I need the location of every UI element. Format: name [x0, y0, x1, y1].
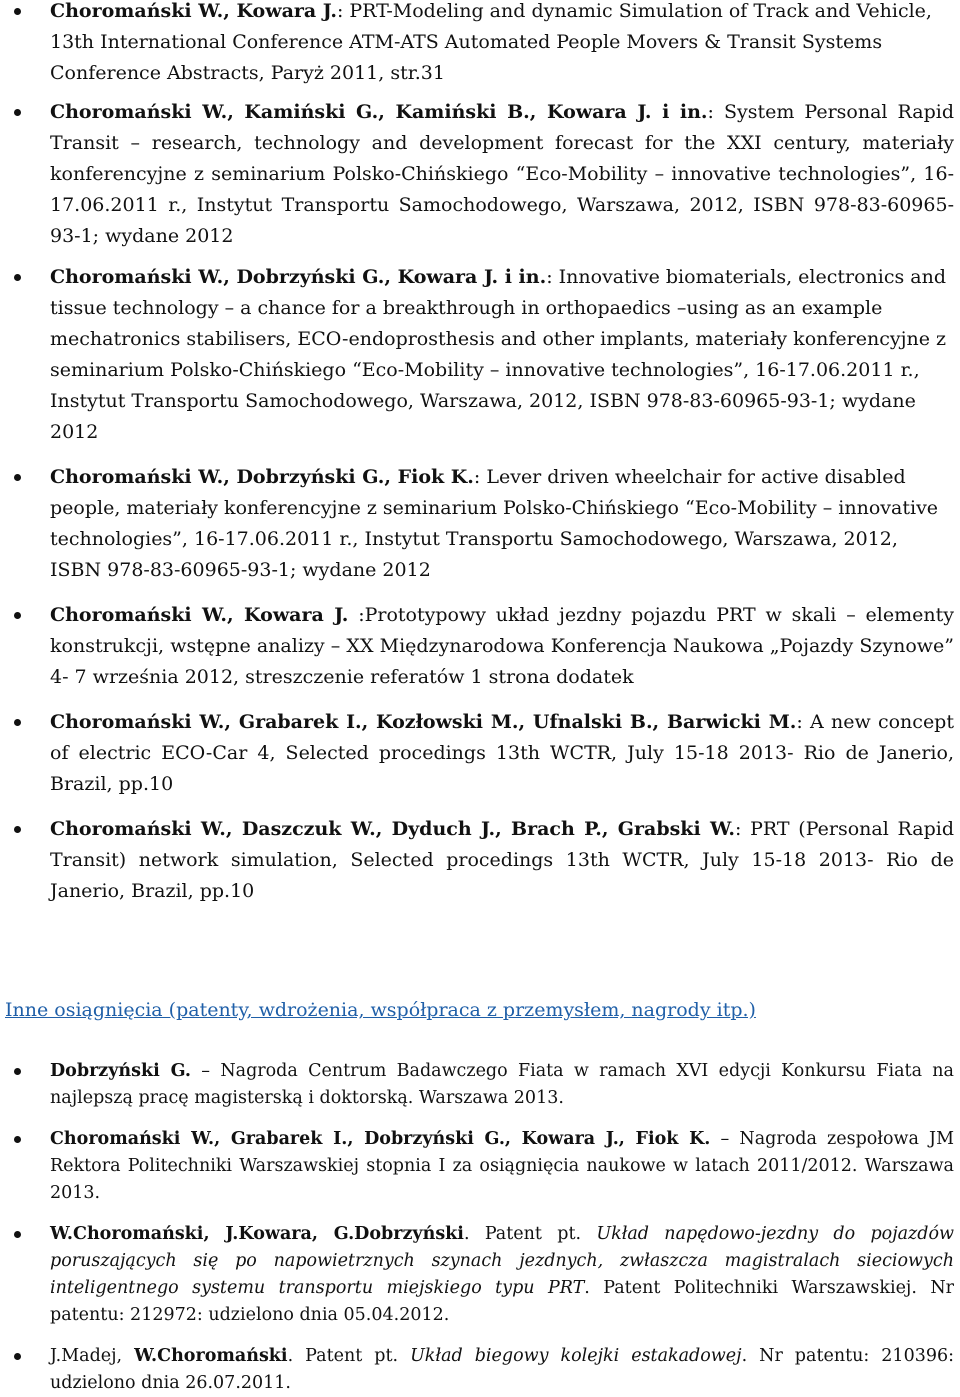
- publication-details: : System Personal Rapid Transit – research, technology and development forecast for the XXI century, materiały konferencyjne z seminarium Polsko-Chińskiego “Eco-Mobility – innovative technologies”, 16-17.06.2011 r., Instytut Transportu Samochodowego, Warszawa, 2012, ISBN 978-83-60965-93-1; wydane 2012: [50, 101, 954, 247]
- achievement-pre: . Patent pt.: [287, 1346, 411, 1366]
- publication-details: : PRT (Personal Rapid Transit) network simulation, Selected procedings 13th WCTR, July 15-18 2013- Rio de Janerio, Brazil, pp.10: [50, 818, 955, 902]
- publication-authors: Choromański W., Daszczuk W., Dyduch J., Brach P., Grabski W.: [50, 818, 735, 840]
- publication-details: : Innovative biomaterials, electronics and tissue technology – a chance for a breakthrough in orthopaedics –using as an example mechatronics stabilisers, ECO-endoprosthesis and other implants, materiały konferencyjne z seminarium Polsko-Chińskiego “Eco-Mobility – innovative technologies”, 16-17.06.2011 r., Instytut Transportu Samochodowego, Warszawa, 2012, ISBN 978-83-60965-93-1; wydane 2012: [50, 266, 947, 443]
- publication-item: [0, 462, 960, 586]
- publication-authors: Choromański W., Dobrzyński G., Fiok K.: [50, 466, 474, 488]
- achievement-item: [0, 1221, 960, 1329]
- publication-item: [0, 814, 960, 907]
- publication-details: :Prototypowy układ jezdny pojazdu PRT w skali – elementy konstrukcji, wstępne analizy – XX Międzynarodowa Konferencja Naukowa „Pojazdy Szynowe” 4- 7 września 2012, streszczenie referatów 1 strona dodatek: [50, 604, 954, 688]
- bullet-icon: [14, 1136, 21, 1143]
- publication-authors: Choromański W., Grabarek I., Kozłowski M., Ufnalski B., Barwicki M.: [50, 711, 797, 733]
- bullet-icon: [14, 719, 21, 726]
- achievement-authors: W.Choromański, J.Kowara, G.Dobrzyński: [50, 1224, 464, 1244]
- bullet-icon: [14, 274, 21, 281]
- publication-item: [0, 707, 960, 800]
- achievement-pre: . Patent pt.: [463, 1224, 597, 1244]
- achievement-post: . Patent Politechniki Warszawskiej. Nr patentu: 212972: udzielono dnia 05.04.2012.: [50, 1278, 954, 1325]
- achievement-details: – Nagroda zespołowa JM Rektora Politechniki Warszawskiej stopnia I za osiągnięcia naukowe w latach 2011/2012. Warszawa 2013.: [50, 1129, 954, 1203]
- bullet-icon: [14, 1231, 21, 1238]
- achievement-authors: Choromański W., Grabarek I., Dobrzyński G., Kowara J., Fiok K.: [50, 1129, 711, 1149]
- publication-authors: Choromański W., Kowara J.: [50, 604, 349, 626]
- publication-item: [0, 262, 960, 448]
- publication-item: [0, 97, 960, 252]
- publication-authors: Choromański W., Dobrzyński G., Kowara J. i in.: [50, 266, 547, 288]
- publication-details: : Lever driven wheelchair for active disabled people, materiały konferencyjne z seminarium Polsko-Chińskiego “Eco-Mobility – innovative technologies”, 16-17.06.2011 r., Instytut Transportu Samochodowego, Warszawa, 2012, ISBN 978-83-60965-93-1; wydane 2012: [50, 466, 939, 581]
- publication-item: [0, 600, 960, 693]
- achievement-authors: Dobrzyński G.: [50, 1061, 191, 1081]
- patent-title: Układ biegowy kolejki estakadowej: [410, 1346, 742, 1366]
- achievement-prefix: J.Madej,: [50, 1346, 135, 1366]
- patent-title: Układ napędowo-jezdny do pojazdów poruszających się po napowietrznych szynach jezdnych, zwłaszcza magistralach sieciowych inteligentnego systemu transportu miejskiego typu PRT: [50, 1224, 954, 1298]
- achievement-item: [0, 1126, 960, 1207]
- publication-details: : PRT-Modeling and dynamic Simulation of Track and Vehicle, 13th International Conference ATM-ATS Automated People Movers & Transit Systems Conference Abstracts, Paryż 2011, str.31: [50, 0, 932, 84]
- publication-authors: Choromański W., Kamiński G., Kamiński B., Kowara J. i in.: [50, 101, 708, 123]
- bullet-icon: [14, 109, 21, 116]
- section-heading[interactable]: Inne osiągnięcia (patenty, wdrożenia, współpraca z przemysłem, nagrody itp.): [5, 999, 756, 1021]
- achievement-item: [0, 1343, 960, 1397]
- bullet-icon: [14, 8, 21, 15]
- publication-details: : A new concept of electric ECO-Car 4, Selected procedings 13th WCTR, July 15-18 2013- Rio de Janerio, Brazil, pp.10: [50, 711, 954, 795]
- publication-authors: Choromański W., Kowara J.: [50, 0, 337, 22]
- publication-item: [0, 0, 960, 89]
- achievement-post: . Nr patentu: 210396: udzielono dnia 26.07.2011.: [50, 1346, 955, 1393]
- bullet-icon: [14, 1068, 21, 1075]
- achievements-list: [0, 1058, 960, 1397]
- bullet-icon: [14, 826, 21, 833]
- achievement-authors: W.Choromański: [134, 1346, 288, 1366]
- bullet-icon: [14, 612, 21, 619]
- bullet-icon: [14, 474, 21, 481]
- achievement-item: [0, 1058, 960, 1112]
- bullet-icon: [14, 1353, 21, 1360]
- achievement-details: – Nagroda Centrum Badawczego Fiata w ramach XVI edycji Konkursu Fiata na najlepszą pracę magisterską i doktorską. Warszawa 2013.: [50, 1061, 954, 1108]
